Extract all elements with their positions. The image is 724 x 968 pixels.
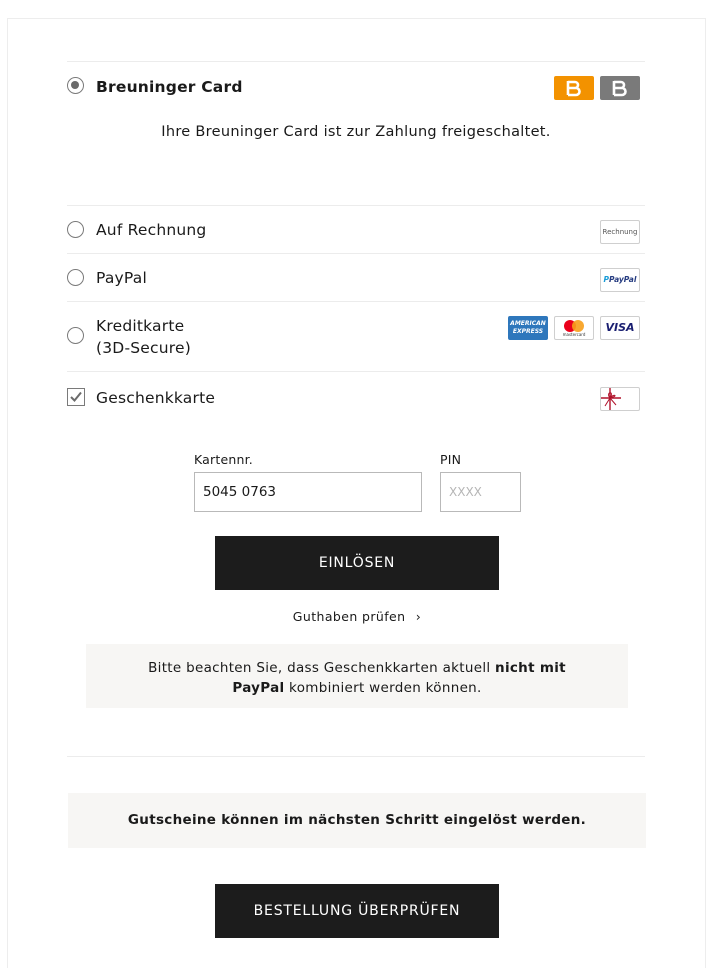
divider — [67, 371, 645, 372]
credit-card-label-line1: Kreditkarte — [96, 317, 185, 335]
amex-text-line1: AMERICAN — [510, 320, 546, 327]
breuninger-card-message: Ihre Breuninger Card ist zur Zahlung freigeschaltet. — [161, 124, 551, 140]
voucher-notice: Gutscheine können im nächsten Schritt eingelöst werden. — [68, 793, 646, 848]
divider — [67, 205, 645, 206]
breuninger-card-grey-icon — [600, 76, 640, 100]
radio-credit-card[interactable] — [67, 327, 84, 344]
gift-card-paypal-notice — [86, 644, 628, 708]
checkmark-icon — [68, 389, 84, 405]
invoice-label: Auf Rechnung — [96, 221, 207, 239]
payment-option-invoice[interactable] — [67, 220, 645, 244]
pin-input[interactable] — [440, 472, 521, 512]
breuninger-card-orange-icon — [554, 76, 594, 100]
review-order-button[interactable]: BESTELLUNG ÜBERPRÜFEN — [215, 884, 499, 938]
radio-invoice[interactable] — [67, 221, 84, 238]
paypal-p-icon: P — [603, 275, 610, 284]
radio-paypal[interactable] — [67, 269, 84, 286]
check-balance-label: Guthaben prüfen — [292, 609, 406, 624]
divider — [67, 756, 645, 757]
amex-logo — [508, 316, 548, 340]
breuninger-card-label: Breuninger Card — [96, 78, 243, 96]
notice-text-part2: kombiniert werden können. — [284, 680, 482, 696]
amex-text-line2: EXPRESS — [512, 328, 544, 335]
payment-option-gift-card[interactable] — [67, 387, 645, 411]
redeem-button[interactable]: EINLÖSEN — [215, 536, 499, 590]
gift-card-logo — [600, 387, 640, 411]
payment-option-breuninger-card[interactable] — [67, 76, 645, 100]
notice-text-bold1: nicht mit — [495, 660, 566, 676]
check-balance-link[interactable] — [0, 609, 714, 624]
invoice-logo: Rechnung — [600, 220, 640, 244]
payment-option-credit-card[interactable] — [67, 316, 645, 362]
notice-text-part1: Bitte beachten Sie, dass Geschenkkarten aktuell — [148, 660, 496, 676]
radio-breuninger-card[interactable] — [67, 77, 84, 94]
paypal-logo — [600, 268, 640, 292]
mastercard-text: mastercard — [562, 332, 586, 337]
card-number-input[interactable] — [194, 472, 422, 512]
gift-card-checkbox[interactable] — [67, 388, 85, 406]
paypal-logo-text: PayPal — [609, 275, 637, 284]
visa-logo: VISA — [600, 316, 640, 340]
divider — [67, 301, 645, 302]
mastercard-logo — [554, 316, 594, 340]
payment-option-paypal[interactable] — [67, 268, 645, 292]
card-number-label: Kartennr. — [194, 452, 253, 467]
gift-ribbon-icon — [601, 388, 639, 410]
paypal-label: PayPal — [96, 269, 147, 287]
credit-card-label-line2: (3D-Secure) — [96, 339, 191, 357]
notice-text-bold2: PayPal — [232, 680, 285, 696]
divider — [67, 253, 645, 254]
gift-card-label: Geschenkkarte — [96, 389, 216, 407]
chevron-right-icon: › — [415, 609, 422, 624]
divider — [67, 61, 645, 62]
pin-label: PIN — [440, 452, 462, 467]
